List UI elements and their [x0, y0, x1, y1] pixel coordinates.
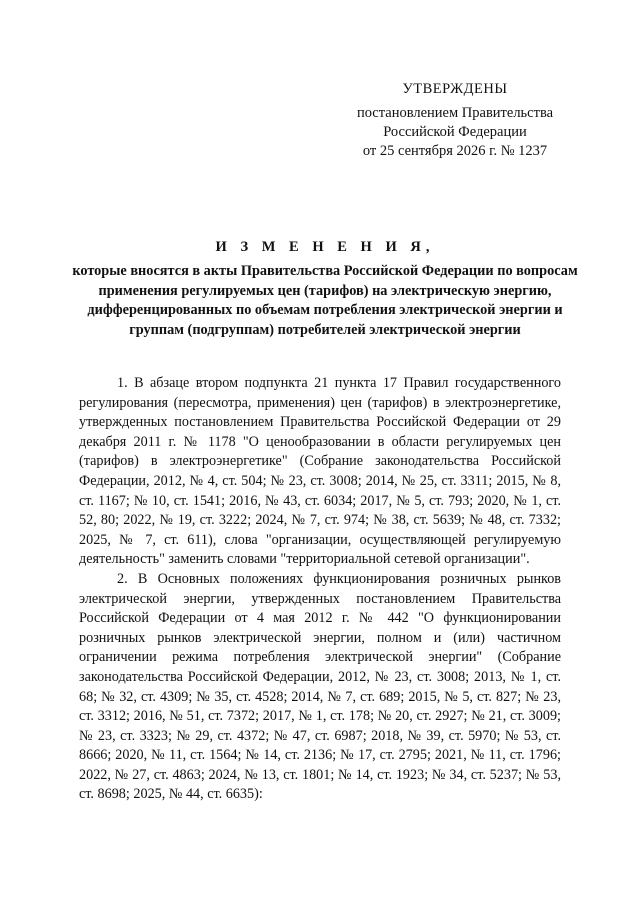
document-subtitle: которые вносятся в акты Правительства Российской Федерации по вопросам применения регулируемых цен (тарифов) на электрическую энергию, дифференцированных по объемам потребления электрической энергии и группам (подгруппам) потребителей электрической энергии	[72, 263, 578, 338]
document-body	[79, 374, 561, 805]
approval-heading: УТВЕРЖДЕНЫ	[402, 81, 508, 97]
paragraph-1: 1. В абзаце втором подпункта 21 пункта 17 Правил государственного регулирования (пересмотра, применения) цен (тарифов) в электроэнергетике, утвержденных постановлением Правительства Российской Федерации от 29 декабря 2011 г. № 1178 "О ценообразовании в области регулируемых цен (тарифов) в электроэнергетике" (Собрание законодательства Российской Федерации, 2012, № 4, ст. 504; № 23, ст. 3008; 2014, № 25, ст. 3311; 2015, № 8, ст. 1167; № 10, ст. 1541; 2016, № 43, ст. 6034; 2017, № 5, ст. 793; 2020, № 1, ст. 52, 80; 2022, № 19, ст. 3222; 2024, № 7, ст. 974; № 38, ст. 5639; № 48, ст. 7332; 2025, № 7, ст. 611), слова "организации, осуществляющей регулируемую деятельность" заменить словами "территориальной сетевой организации".	[79, 375, 561, 568]
approval-line-3: от 25 сентября 2026 г. № 1237	[362, 143, 548, 159]
approval-line-1: постановлением Правительства	[356, 105, 554, 121]
document-title: И З М Е Н Е Н И Я,	[215, 239, 435, 255]
approval-block	[340, 80, 570, 161]
paragraph-2: 2. В Основных положениях функционирования розничных рынков электрической энергии, утвержденных постановлением Правительства Российской Федерации от 4 мая 2012 г. № 442 "О функционировании розничных рынков электрической энергии, полном и (или) частичном ограничении режима потребления электрической энергии" (Собрание законодательства Российской Федерации, 2012, № 23, ст. 3008; 2013, № 1, ст. 68; № 32, ст. 4309; № 35, ст. 4528; 2014, № 7, ст. 689; 2015, № 5, ст. 827; № 23, ст. 3312; 2016, № 51, ст. 7372; 2017, № 1, ст. 178; № 20, ст. 2927; № 21, ст. 3009; № 23, ст. 3323; № 29, ст. 4372; № 47, ст. 6987; 2018, № 39, ст. 5970; № 53, ст. 8666; 2020, № 11, ст. 1564; № 14, ст. 2136; № 17, ст. 2795; 2021, № 11, ст. 1796; 2022, № 27, ст. 4863; 2024, № 13, ст. 1801; № 14, ст. 1923; № 34, ст. 5237; № 53, ст. 8698; 2025, № 44, ст. 6635):	[79, 570, 561, 803]
approval-line-2: Российской Федерации	[383, 124, 527, 140]
